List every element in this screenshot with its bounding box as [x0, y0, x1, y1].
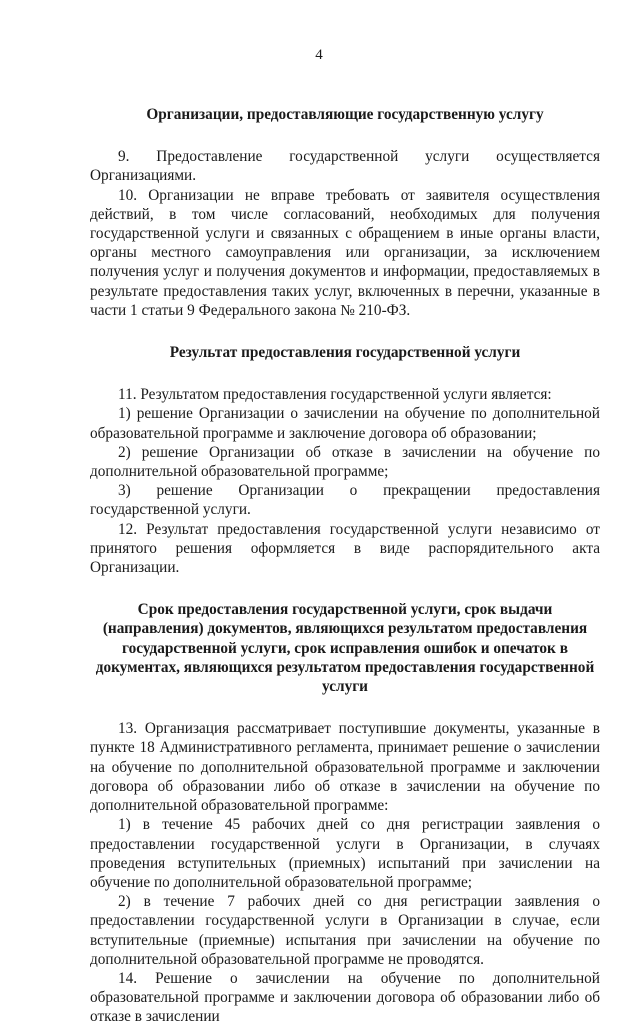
paragraph-9: 9. Предоставление государственной услуги осуществляется Организациями.: [90, 148, 600, 185]
document-body: [90, 86, 600, 1027]
paragraph-11-item-1: 1) решение Организации о зачислении на обучение по дополнительной образовательной программе и заключение договора об образовании;: [90, 405, 600, 442]
paragraph-10: 10. Организации не вправе требовать от заявителя осуществления действий, в том числе согласований, необходимых для получения государственной услуги и связанных с обращением в иные органы власти, органы местного самоуправления или организации, за исключением получения услуг и получения документов и информации, предоставляемых в результате предоставления таких услуг, включенных в перечни, указанные в части 1 статьи 9 Федерального закона № 210-ФЗ.: [90, 186, 600, 319]
section-heading-organizations: Организации, предоставляющие государственную услугу: [146, 106, 544, 123]
page-number: 4: [315, 47, 323, 63]
paragraph-11-item-2: 2) решение Организации об отказе в зачислении на обучение по дополнительной образовательной программе;: [90, 443, 600, 481]
paragraph-11: 11. Результатом предоставления государственной услуги является:: [118, 386, 552, 404]
paragraph-13: 13. Организация рассматривает поступившие документы, указанные в пункте 18 Административного регламента, принимает решение о зачислении на обучение по дополнительной образовательной программе и заключении договора об образовании либо об отказе в зачислении на обучение по дополнительной образовательной программе:: [90, 720, 600, 815]
paragraph-11-item-3: 3) решение Организации о прекращении предоставления государственной услуги.: [90, 482, 600, 519]
paragraph-13-item-2: 2) в течение 7 рабочих дней со дня регистрации заявления о предоставлении государственной услуги в Организации в случае, если вступительные (приемные) испытания при зачислении на обучение по дополнительной образовательной программе не проводятся.: [90, 893, 600, 968]
paragraph-14: 14. Решение о зачислении на обучение по дополнительной образовательной программе и заключении договора об образовании либо об отказе в зачислении: [90, 969, 600, 1026]
paragraph-13-item-1: 1) в течение 45 рабочих дней со дня регистрации заявления о предоставлении государственной услуги в Организации, в случаях проведения вступительных (приемных) испытаний при зачислении на обучение по дополнительной образовательной программе;: [90, 816, 600, 891]
paragraph-12: 12. Результат предоставления государственной услуги независимо от принятого решения оформляется в виде распорядительного акта Организации.: [90, 520, 600, 577]
section-heading-result: Результат предоставления государственной услуги: [169, 344, 521, 362]
section-heading-terms: Срок предоставления государственной услуги, срок выдачи (направления) документов, являющихся результатом предоставления государственной услуги, срок исправления ошибок и опечаток в документах, являющихся результатом предоставления государственной услуги: [95, 601, 595, 696]
